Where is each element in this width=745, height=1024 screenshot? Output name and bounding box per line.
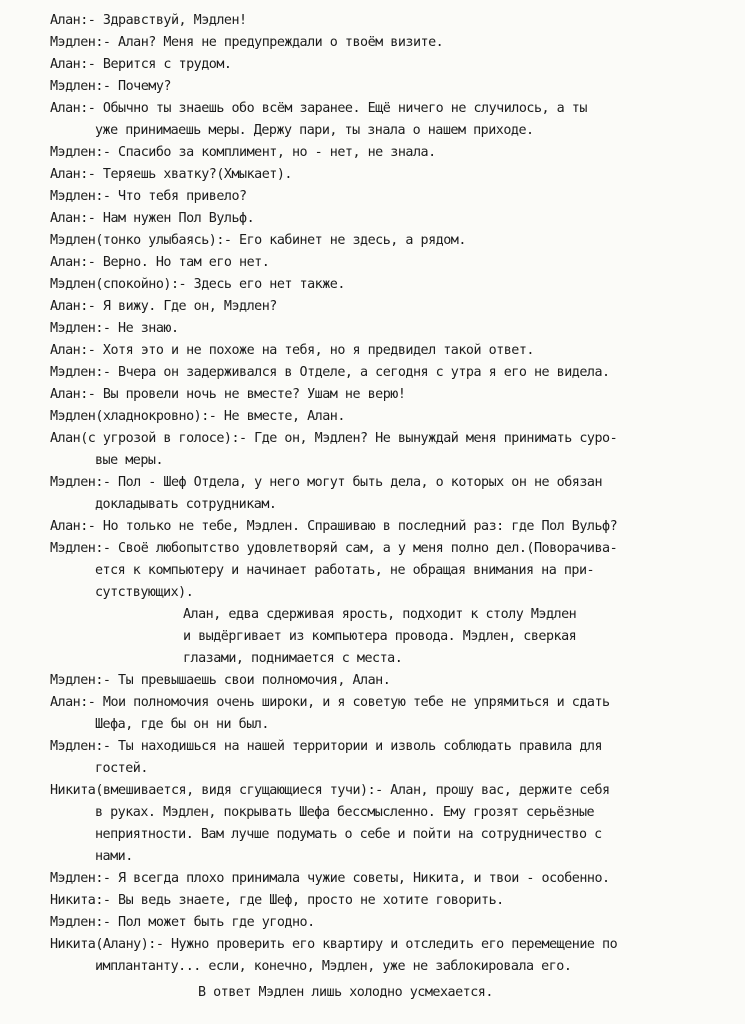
line-11: Мэдлен(тонко улыбаясь):- Его кабинет не здесь, а рядом. (50, 233, 466, 248)
line-41: Никита:- Вы ведь знаете, где Шеф, просто не хотите говорить. (50, 893, 504, 908)
line-17: Мэдлен:- Вчера он задерживался в Отделе, а сегодня с утра я его не видела. (50, 365, 610, 380)
line-40: Мэдлен:- Я всегда плохо принимала чужие советы, Никита, и твои - особенно. (50, 871, 610, 886)
line-23: докладывать сотрудникам. (95, 497, 277, 512)
line-35: гостей. (95, 761, 148, 776)
line-32: Алан:- Мои полномочия очень широки, и я советую тебе не упрямиться и сдать (50, 695, 610, 710)
closing-stage-direction: В ответ Мэдлен лишь холодно усмехается. (198, 985, 493, 1000)
line-7: Мэдлен:- Спасибо за комплимент, но - нет, не знала. (50, 145, 436, 160)
line-39: нами. (95, 849, 133, 864)
line-42: Мэдлен:- Пол может быть где угодно. (50, 915, 315, 930)
line-6: уже принимаешь меры. Держу пари, ты знала о нашем приходе. (95, 123, 534, 138)
line-21: вые меры. (95, 453, 164, 468)
stage-direction-2: и выдёргивает из компьютера провода. Мэдлен, сверкая (183, 629, 577, 644)
line-44: имплантанту... если, конечно, Мэдлен, уже не заблокировала его. (95, 959, 572, 974)
line-12: Алан:- Верно. Но там его нет. (50, 255, 270, 270)
line-27: сутствующих). (95, 585, 194, 600)
line-18: Алан:- Вы провели ночь не вместе? Ушам не верю! (50, 387, 406, 402)
line-20: Алан(с угрозой в голосе):- Где он, Мэдлен? Не вынуждай меня принимать суро- (50, 431, 618, 446)
line-33: Шефа, где бы он ни был. (95, 717, 269, 732)
line-8: Алан:- Теряешь хватку?(Хмыкает). (50, 167, 292, 182)
line-24: Алан:- Но только не тебе, Мэдлен. Спрашиваю в последний раз: где Пол Вульф? (50, 519, 618, 534)
line-38: неприятности. Вам лучше подумать о себе и пойти на сотрудничество с (95, 827, 602, 842)
line-2: Мэдлен:- Алан? Меня не предупреждали о твоём визите. (50, 35, 444, 50)
line-14: Алан:- Я вижу. Где он, Мэдлен? (50, 299, 277, 314)
line-25: Мэдлен:- Своё любопытство удовлетворяй сам, а у меня полно дел.(Поворачива- (50, 541, 618, 556)
line-3: Алан:- Верится с трудом. (50, 57, 232, 72)
line-37: в руках. Мэдлен, покрывать Шефа бессмысленно. Ему грозят серьёзные (95, 805, 595, 820)
line-1: Алан:- Здравствуй, Мэдлен! (50, 13, 247, 28)
line-36: Никита(вмешивается, видя сгущающиеся тучи):- Алан, прошу вас, держите себя (50, 783, 610, 798)
line-34: Мэдлен:- Ты находишься на нашей территории и изволь соблюдать правила для (50, 739, 603, 754)
line-15: Мэдлен:- Не знаю. (50, 321, 179, 336)
line-10: Алан:- Нам нужен Пол Вульф. (50, 211, 255, 226)
stage-direction-1: Алан, едва сдерживая ярость, подходит к столу Мэдлен (183, 607, 577, 622)
stage-direction-3: глазами, поднимается с места. (183, 651, 403, 666)
line-43: Никита(Алану):- Нужно проверить его квартиру и отследить его перемещение по (50, 937, 618, 952)
line-9: Мэдлен:- Что тебя привело? (50, 189, 247, 204)
script-text (50, 10, 729, 1004)
line-4: Мэдлен:- Почему? (50, 79, 171, 94)
line-26: ется к компьютеру и начинает работать, не обращая внимания на при- (95, 563, 595, 578)
line-5: Алан:- Обычно ты знаешь обо всём заранее. Ещё ничего не случилось, а ты (50, 101, 587, 116)
line-13: Мэдлен(спокойно):- Здесь его нет также. (50, 277, 345, 292)
line-16: Алан:- Хотя это и не похоже на тебя, но я предвидел такой ответ. (50, 343, 534, 358)
line-22: Мэдлен:- Пол - Шеф Отдела, у него могут быть дела, о которых он не обязан (50, 475, 603, 490)
line-31: Мэдлен:- Ты превышаешь свои полномочия, Алан. (50, 673, 391, 688)
line-19: Мэдлен(хладнокровно):- Не вместе, Алан. (50, 409, 345, 424)
